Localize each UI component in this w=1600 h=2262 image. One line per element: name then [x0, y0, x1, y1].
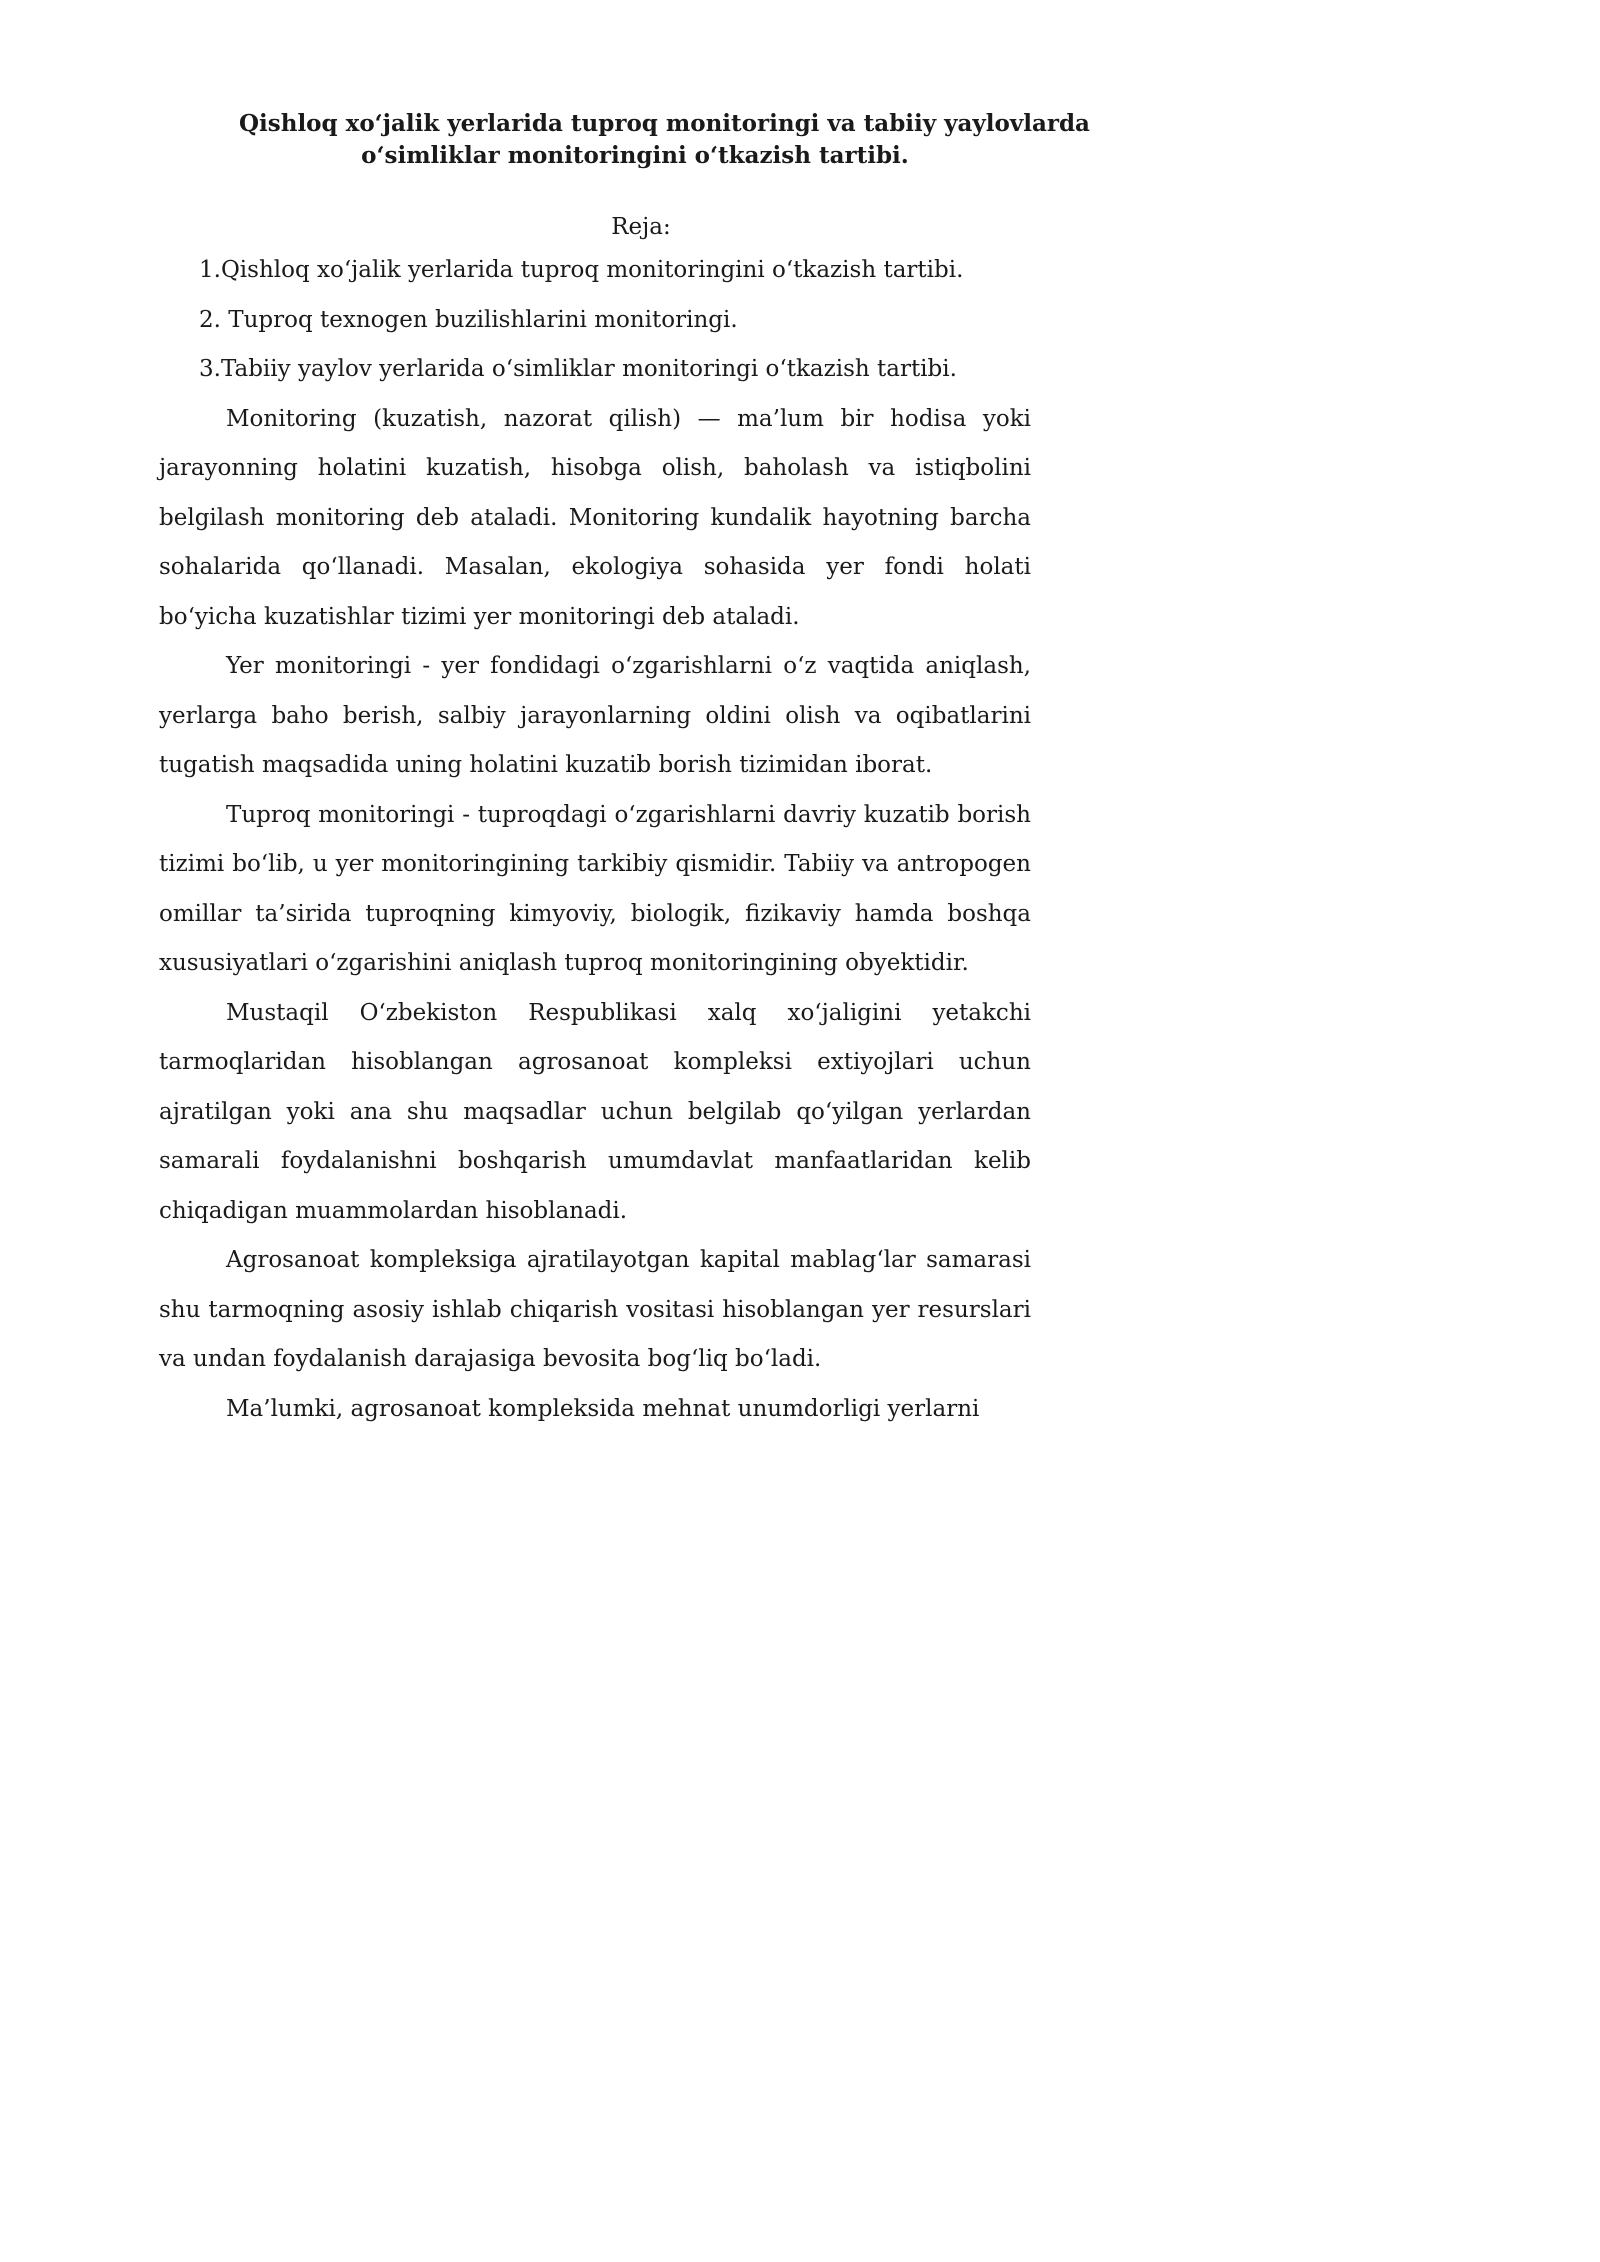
paragraph-capital-investment: Agrosanoat kompleksiga ajratilayotgan kapital mablag‘lar samarasi shu tarmoqning asosiy ishlab chiqarish vositasi hisoblangan yer resurslari va undan foydalanish darajasiga bevosita bog‘liq bo‘ladi. — [159, 1247, 1031, 1372]
paragraph-labor-productivity: Ma’lumki, agrosanoat kompleksida mehnat unumdorligi yerlarni — [226, 1395, 980, 1422]
paragraph-land-monitoring: Yer monitoringi - yer fondidagi o‘zgarishlarni o‘z vaqtida aniqlash, yerlarga baho berish, salbiy jarayonlarning oldini olish va oqibatlarini tugatish maqsadida uning holatini kuzatib borish tizimidan iborat. — [159, 653, 1031, 778]
title-line-2: o‘simliklar monitoringini o‘tkazish tartibi. — [361, 142, 909, 169]
document-title — [159, 108, 1090, 172]
plan-heading: Reja: — [611, 214, 671, 240]
paragraph-agro-land-use: Mustaqil O‘zbekiston Respublikasi xalq xo‘jaligini yetakchi tarmoqlaridan hisoblangan agrosanoat kompleksi extiyojlari uchun ajratilgan yoki ana shu maqsadlar uchun belgilab qo‘yilgan yerlardan samarali foydalanishni boshqarish umumdavlat manfaatlaridan kelib chiqadigan muammolardan hisoblanadi. — [159, 999, 1031, 1224]
plan-item-3: 3.Tabiiy yaylov yerlarida o‘simliklar monitoringi o‘tkazish tartibi. — [199, 356, 957, 382]
paragraph-soil-monitoring: Tuproq monitoringi - tuproqdagi o‘zgarishlarni davriy kuzatib borish tizimi bo‘lib, u yer monitoringining tarkibiy qismidir. Tabiiy va antropogen omillar ta’sirida tuproqning kimyoviy, biologik, fizikaviy hamda boshqa xususiyatlari o‘zgarishini aniqlash tuproq monitoringining obyektidir. — [159, 801, 1031, 976]
document-page — [159, 108, 1090, 1434]
plan-item-1: 1.Qishloq xo‘jalik yerlarida tuproq monitoringini o‘tkazish tartibi. — [199, 257, 964, 283]
paragraph-monitoring-definition: Monitoring (kuzatish, nazorat qilish) — ma’lum bir hodisa yoki jarayonning holatini kuzatish, hisobga olish, baholash va istiqbolini belgilash monitoring deb ataladi. Monitoring kundalik hayotning barcha sohalarida qo‘llanadi. Masalan, ekologiya sohasida yer fondi holati bo‘yicha kuzatishlar tizimi yer monitoringi deb ataladi. — [159, 405, 1031, 630]
plan-item-2: 2. Tuproq texnogen buzilishlarini monitoringi. — [199, 306, 738, 333]
title-line-1: Qishloq xo‘jalik yerlarida tuproq monitoringi va tabiiy yaylovlarda — [239, 110, 1090, 137]
plan-list — [159, 246, 1031, 395]
